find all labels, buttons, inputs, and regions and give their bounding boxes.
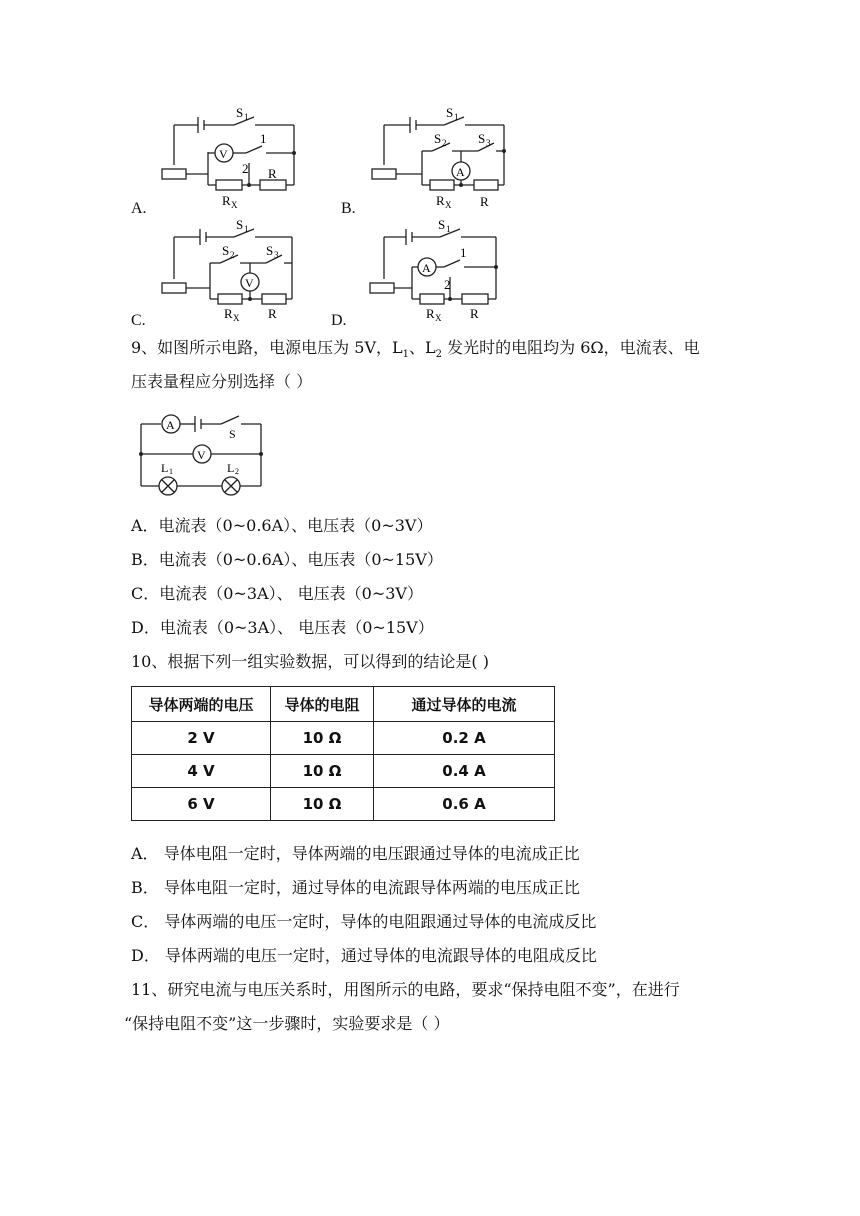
voltmeter-icon: V [245, 276, 254, 290]
svg-text:1: 1 [446, 224, 451, 234]
circuit-diagram-a [156, 103, 306, 209]
table-cell: 10 Ω [271, 788, 374, 821]
option-b-letter: B. [341, 200, 356, 217]
q9-stem-line2: 压表量程应分别选择（ ） [131, 372, 313, 391]
resistor-r-label: R [268, 166, 277, 181]
svg-text:1: 1 [260, 131, 267, 146]
svg-text:3: 3 [274, 250, 279, 260]
ammeter-icon: A [456, 165, 465, 179]
svg-text:X: X [445, 200, 452, 209]
ammeter-icon: A [166, 418, 175, 432]
svg-text:S: S [222, 243, 230, 258]
lamp1-label: L [161, 461, 169, 475]
svg-text:S: S [438, 217, 446, 232]
svg-text:2: 2 [242, 161, 249, 176]
q9-option-a: A．电流表（0~0.6A）、电压表（0~3V） [131, 516, 433, 535]
option-d-letter: D. [331, 312, 347, 329]
table-header-row [132, 687, 555, 722]
svg-text:1: 1 [244, 224, 249, 234]
q11-stem-line1: 11、研究电流与电压关系时，用图所示的电路，要求“保持电阻不变”，在进行 [131, 980, 680, 999]
q10-data-table [131, 686, 555, 821]
lamp2-label: L [227, 461, 235, 475]
svg-text:S: S [478, 131, 486, 146]
table-cell: 10 Ω [271, 722, 374, 755]
table-row [132, 722, 555, 755]
svg-text:S: S [434, 131, 442, 146]
svg-text:R: R [436, 193, 445, 208]
switch-label: S [229, 427, 236, 441]
svg-text:S: S [236, 217, 244, 232]
q11-stem-line2: “保持电阻不变”这一步骤时，实验要求是（ ） [124, 1014, 450, 1033]
option-c-letter: C. [131, 312, 146, 329]
svg-text:2: 2 [442, 138, 447, 148]
ammeter-icon: A [422, 261, 431, 275]
voltmeter-icon: V [219, 147, 228, 161]
svg-text:R: R [480, 194, 489, 209]
svg-text:R: R [470, 306, 479, 321]
table-cell: 0.2 A [374, 722, 555, 755]
q10-stem: 10、根据下列一组实验数据，可以得到的结论是( ) [131, 652, 489, 671]
svg-text:X: X [231, 200, 238, 209]
resistor-rx-label: R [222, 193, 231, 208]
table-header-cell: 导体的电阻 [271, 687, 374, 722]
table-header-cell: 通过导体的电流 [374, 687, 555, 722]
table-cell: 6 V [132, 788, 271, 821]
q10-option-c: C． 导体两端的电压一定时，导体的电阻跟通过导体的电流成反比 [131, 912, 597, 931]
table-header-cell: 导体两端的电压 [132, 687, 271, 722]
table-cell: 2 V [132, 722, 271, 755]
svg-text:3: 3 [486, 138, 491, 148]
svg-text:R: R [224, 306, 233, 321]
table-row [132, 755, 555, 788]
svg-text:2: 2 [235, 467, 239, 476]
q10-option-a: A． 导体电阻一定时，导体两端的电压跟通过导体的电流成正比 [131, 844, 580, 863]
table-cell: 0.6 A [374, 788, 555, 821]
table-cell: 4 V [132, 755, 271, 788]
switch-s1-label: S [236, 105, 244, 120]
svg-text:2: 2 [230, 250, 235, 260]
q10-option-b: B． 导体电阻一定时，通过导体的电流跟导体两端的电压成正比 [131, 878, 580, 897]
svg-text:1: 1 [454, 112, 459, 122]
q9-option-c: C．电流表（0~3A）、 电压表（0~3V） [131, 584, 423, 603]
svg-text:1: 1 [244, 112, 249, 122]
q9-stem-line1: 9、如图所示电路，电源电压为 5V，$L_1$、$L_2$ 发光时的电阻均为 6Ω，电流表、电 [131, 338, 700, 361]
circuit-diagram-d [356, 215, 506, 321]
svg-text:S: S [266, 243, 274, 258]
table-row [132, 788, 555, 821]
q10-option-d: D． 导体两端的电压一定时，通过导体的电流跟导体的电阻成反比 [131, 946, 597, 965]
svg-text:R: R [268, 306, 277, 321]
table-cell: 0.4 A [374, 755, 555, 788]
circuit-diagram-b [366, 103, 516, 209]
voltmeter-icon: V [197, 448, 206, 462]
table-cell: 10 Ω [271, 755, 374, 788]
option-a-letter: A. [131, 200, 147, 217]
svg-text:1: 1 [169, 467, 173, 476]
svg-text:X: X [233, 313, 240, 321]
svg-text:2: 2 [444, 277, 451, 292]
q9-option-d: D．电流表（0~3A）、 电压表（0~15V） [131, 618, 434, 637]
svg-text:S: S [446, 105, 454, 120]
svg-text:R: R [426, 306, 435, 321]
q9-option-b: B．电流表（0~0.6A）、电压表（0~15V） [131, 550, 443, 569]
q9-circuit-diagram [131, 406, 271, 502]
circuit-diagram-c [156, 215, 306, 321]
svg-text:X: X [435, 313, 442, 321]
svg-text:1: 1 [460, 245, 467, 260]
